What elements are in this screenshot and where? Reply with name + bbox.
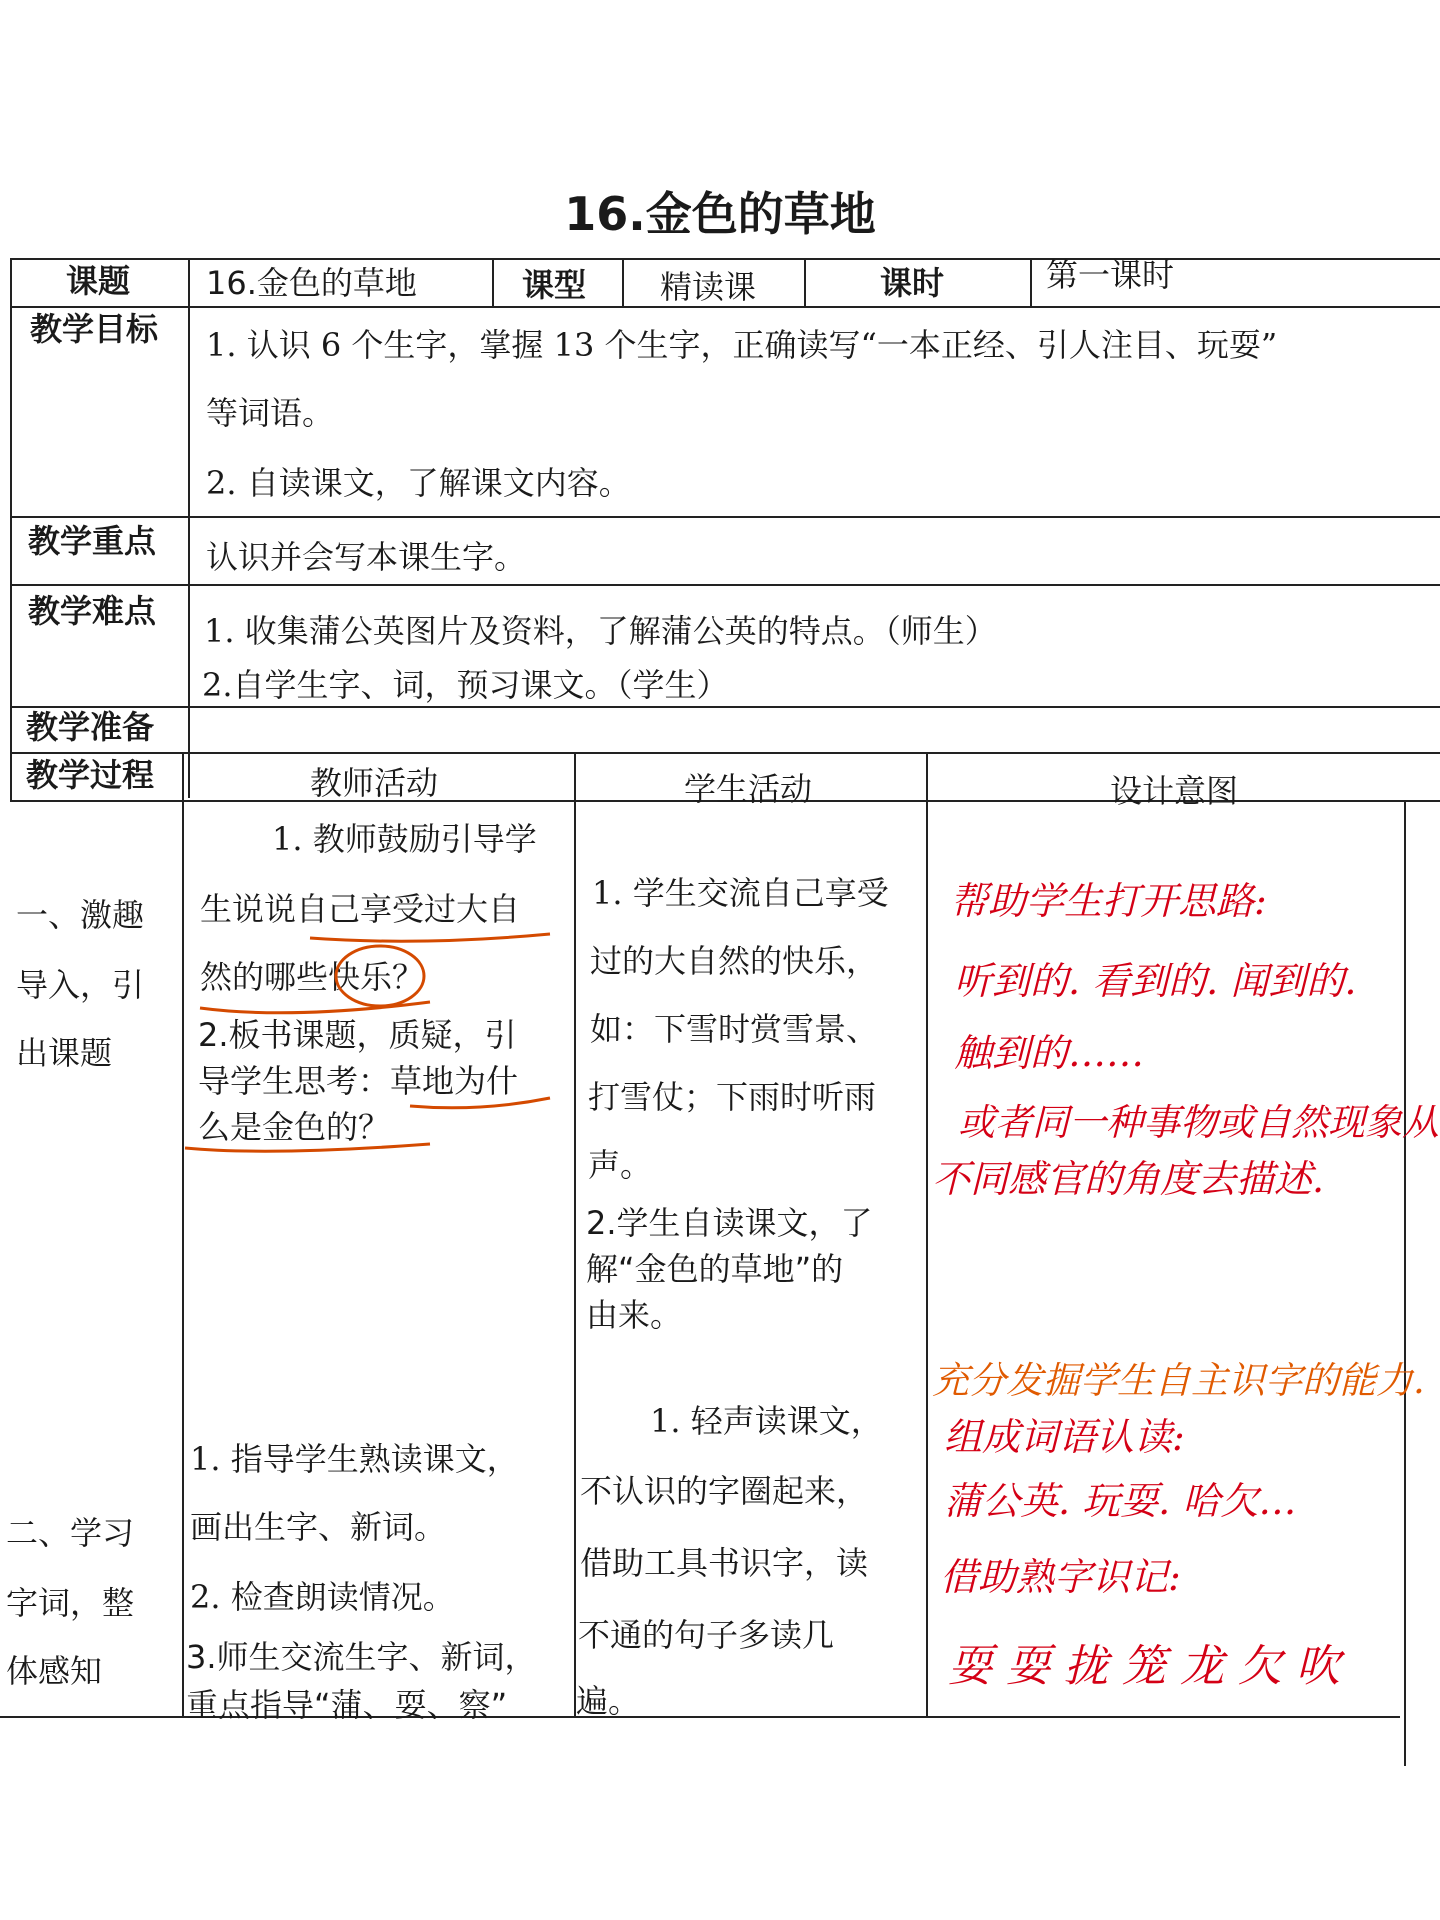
stage2-name-1: 二、学习 bbox=[6, 1514, 135, 1552]
stage1-student-4: 打雪仗；下雨时听雨 bbox=[588, 1078, 877, 1116]
topic-label: 课题 bbox=[66, 262, 131, 300]
stage1-teacher-3: 然的哪些快乐？ bbox=[200, 958, 425, 996]
page-title: 16.金色的草地 bbox=[564, 187, 876, 241]
stage1-student-7: 解“金色的草地”的 bbox=[586, 1250, 844, 1288]
stage2-teacher-5: 重点指导“蒲、耍、察” bbox=[186, 1686, 508, 1724]
goals-label: 教学目标 bbox=[30, 310, 159, 348]
stage1-student-3: 如：下雪时赏雪景、 bbox=[590, 1010, 879, 1048]
stage2-note-5: 耍 耍 拢 笼 龙 欠 吹 bbox=[948, 1641, 1340, 1692]
stage2-teacher-4: 3.师生交流生字、新词， bbox=[186, 1638, 537, 1676]
col-student-header: 学生活动 bbox=[684, 770, 813, 808]
type-value: 精读课 bbox=[660, 268, 757, 306]
focus-value: 认识并会写本课生字。 bbox=[206, 538, 527, 576]
goals-line-1: 1. 认识 6 个生字，掌握 13 个生字，正确读写“一本正经、引人注目、玩耍” bbox=[206, 326, 1278, 364]
process-label: 教学过程 bbox=[26, 756, 155, 794]
stage1-note-5: 不同感官的角度去描述. bbox=[932, 1157, 1325, 1201]
goals-line-2: 等词语。 bbox=[206, 394, 335, 432]
focus-label: 教学重点 bbox=[28, 522, 157, 560]
stage2-note-4: 借助熟字识记: bbox=[940, 1555, 1181, 1599]
stage2-name-2: 字词，整 bbox=[6, 1584, 135, 1622]
stage2-teacher-2: 画出生字、新词。 bbox=[190, 1508, 447, 1546]
col-design-header: 设计意图 bbox=[1110, 772, 1239, 810]
type-label: 课型 bbox=[522, 266, 587, 304]
stage1-student-2: 过的大自然的快乐， bbox=[590, 942, 879, 980]
difficulty-label: 教学难点 bbox=[28, 592, 157, 630]
stage1-student-1: 1. 学生交流自己享受 bbox=[592, 874, 889, 912]
stage1-teacher-2: 生说说自己享受过大自 bbox=[200, 890, 521, 928]
stage2-teacher-1: 1. 指导学生熟读课文， bbox=[190, 1440, 519, 1478]
stage1-note-3: 触到的…… bbox=[954, 1031, 1145, 1075]
topic-value: 16.金色的草地 bbox=[206, 264, 417, 302]
stage1-teacher-5: 导学生思考：草地为什 bbox=[198, 1062, 519, 1100]
stage1-note-2: 听到的. 看到的. 闻到的. bbox=[954, 959, 1357, 1003]
period-label: 课时 bbox=[880, 264, 945, 302]
stage2-student-1: 1. 轻声读课文， bbox=[650, 1402, 883, 1440]
stage1-name-1: 一、激趣 bbox=[16, 896, 145, 934]
stage1-note-4: 或者同一种事物或自然现象从 bbox=[958, 1101, 1439, 1144]
stage1-note-1: 帮助学生打开思路: bbox=[950, 879, 1267, 923]
stage1-student-6: 2.学生自读课文，了 bbox=[586, 1204, 873, 1242]
prep-label: 教学准备 bbox=[26, 708, 155, 746]
period-value: 第一课时 bbox=[1046, 256, 1175, 294]
stage1-name-3: 出课题 bbox=[16, 1034, 113, 1072]
stage2-name-3: 体感知 bbox=[6, 1652, 103, 1690]
stage1-name-2: 导入，引 bbox=[16, 966, 145, 1004]
difficulty-line-1: 1. 收集蒲公英图片及资料，了解蒲公英的特点。（师生） bbox=[204, 612, 997, 650]
stage1-teacher-1: 1. 教师鼓励引导学 bbox=[272, 820, 537, 858]
difficulty-line-2: 2.自学生字、词，预习课文。（学生） bbox=[202, 666, 729, 704]
stage2-student-5: 遍。 bbox=[576, 1682, 641, 1720]
stage1-student-8: 由来。 bbox=[586, 1296, 683, 1334]
stage1-teacher-4: 2.板书课题，质疑，引 bbox=[198, 1016, 517, 1054]
goals-line-3: 2. 自读课文，了解课文内容。 bbox=[206, 464, 631, 502]
stage2-note-3: 蒲公英. 玩耍. 哈欠… bbox=[944, 1479, 1297, 1523]
stage1-teacher-6: 么是金色的？ bbox=[198, 1108, 391, 1146]
stage2-student-2: 不认识的字圈起来， bbox=[580, 1472, 869, 1510]
handwritten-underlines bbox=[180, 900, 580, 1160]
stage2-student-4: 不通的句子多读几 bbox=[578, 1616, 835, 1654]
col-teacher-header: 教师活动 bbox=[310, 764, 439, 802]
stage2-student-3: 借助工具书识字，读 bbox=[580, 1544, 869, 1582]
stage2-note-1: 充分发掘学生自主识字的能力. bbox=[932, 1359, 1425, 1402]
stage1-student-5: 声。 bbox=[588, 1146, 653, 1184]
stage2-teacher-3: 2. 检查朗读情况。 bbox=[190, 1578, 455, 1616]
stage2-note-2: 组成词语认读: bbox=[944, 1415, 1185, 1459]
